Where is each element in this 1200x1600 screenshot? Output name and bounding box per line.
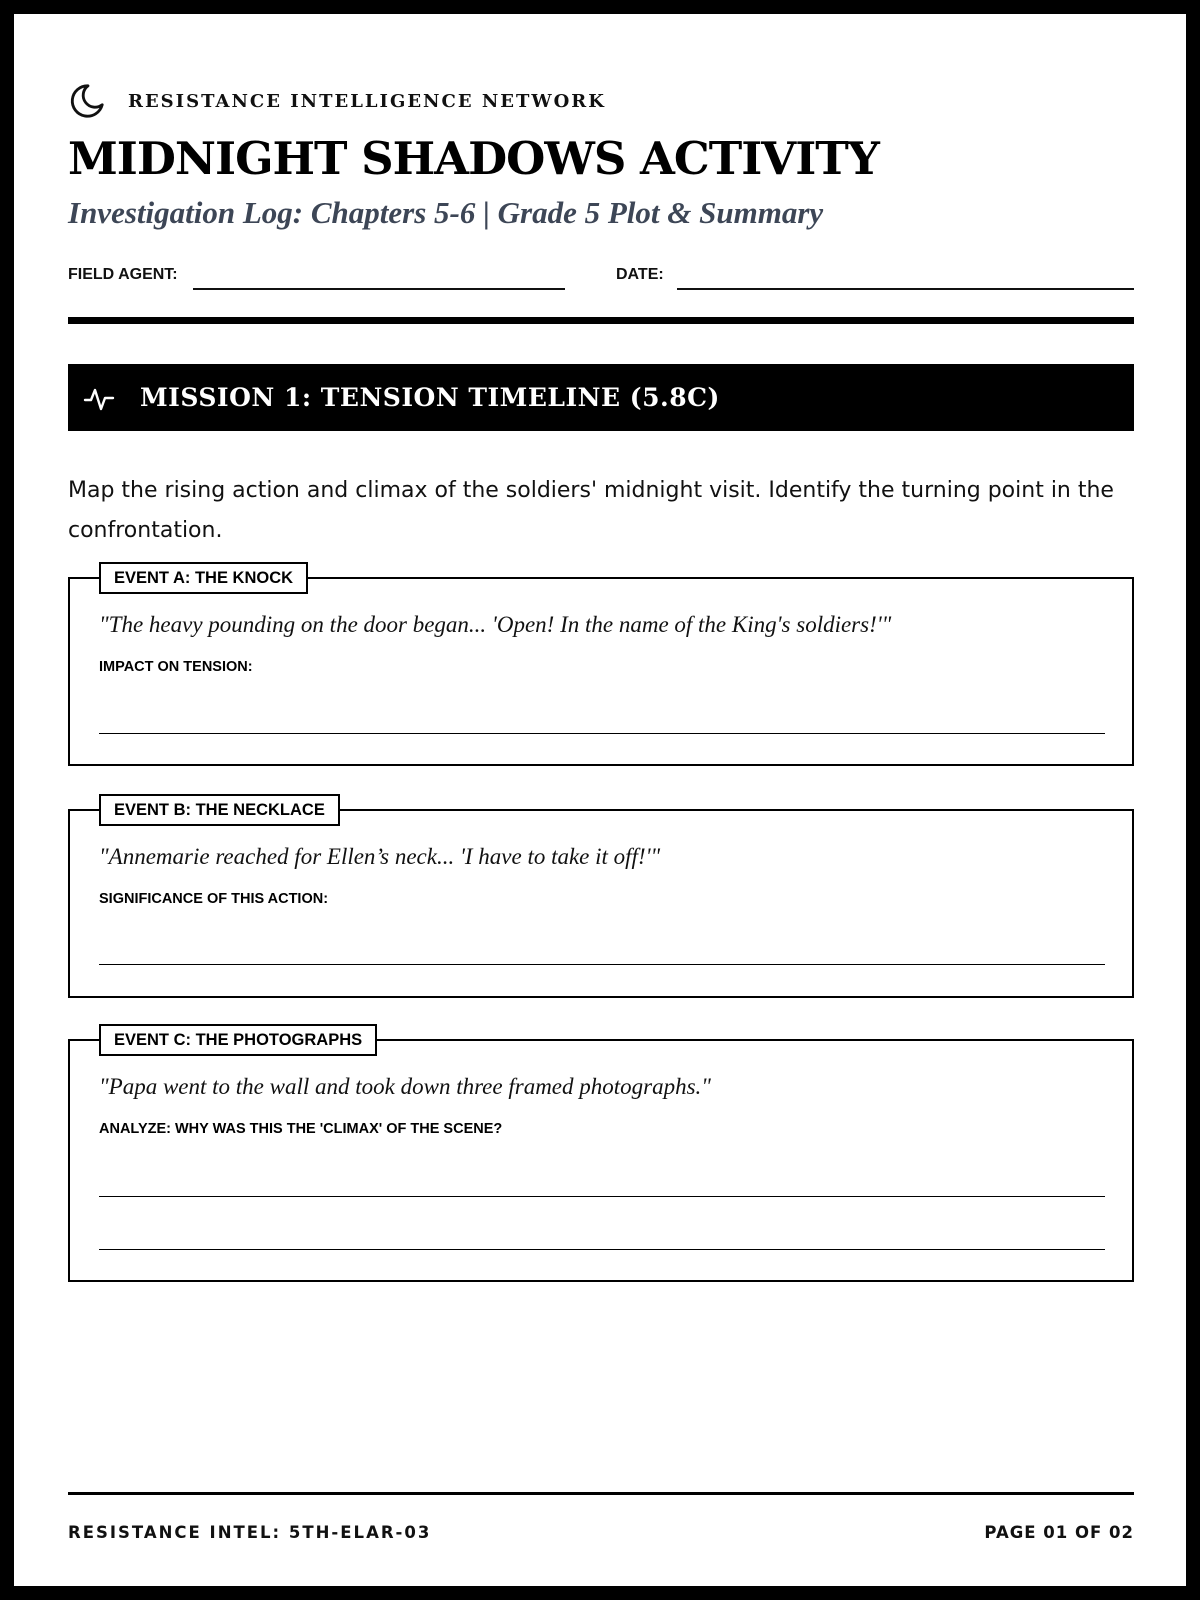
activity-pulse-icon — [68, 381, 116, 415]
crescent-moon-icon — [68, 82, 106, 120]
page-number: PAGE 01 OF 02 — [984, 1523, 1134, 1542]
event-card-a — [68, 569, 1134, 766]
page-subtitle: Investigation Log: Chapters 5-6 | Grade 5 Plot & Summary — [68, 195, 824, 230]
mission-header — [68, 364, 1134, 431]
event-prompt: ANALYZE: WHY WAS THIS THE 'CLIMAX' OF THE SCENE? — [99, 1121, 503, 1137]
page-title: MIDNIGHT SHADOWS ACTIVITY — [68, 132, 879, 185]
date-label: DATE: — [616, 266, 664, 283]
event-quote: "Papa went to the wall and took down three framed photographs." — [99, 1074, 711, 1099]
event-tag: EVENT A: THE KNOCK — [99, 562, 308, 594]
mission-instructions: Map the rising action and climax of the soldiers' midnight visit. Identify the turning point in the confrontation. — [68, 478, 1114, 543]
answer-line[interactable] — [99, 1249, 1105, 1250]
worksheet-page — [14, 14, 1186, 1586]
answer-line[interactable] — [99, 733, 1105, 734]
organization-name: RESISTANCE INTELLIGENCE NETWORK — [128, 90, 606, 112]
answer-line[interactable] — [99, 964, 1105, 965]
field-agent-label: FIELD AGENT: — [68, 266, 178, 283]
mission-title: MISSION 1: TENSION TIMELINE (5.8C) — [140, 383, 720, 412]
event-card-c — [68, 1031, 1134, 1282]
date-input[interactable] — [677, 288, 1134, 290]
answer-line[interactable] — [99, 1196, 1105, 1197]
event-prompt: SIGNIFICANCE OF THIS ACTION: — [99, 891, 329, 907]
event-card-b — [68, 801, 1134, 998]
event-tag: EVENT B: THE NECKLACE — [99, 794, 340, 826]
event-prompt: IMPACT ON TENSION: — [99, 659, 253, 675]
event-quote: "The heavy pounding on the door began... 'Open! In the name of the King's soldiers!'" — [99, 612, 892, 637]
event-quote: "Annemarie reached for Ellen’s neck... 'I have to take it off!'" — [99, 844, 661, 869]
brand-header — [68, 82, 606, 120]
footer-code: RESISTANCE INTEL: 5TH-ELAR-03 — [68, 1523, 432, 1542]
field-agent-input[interactable] — [193, 288, 565, 290]
event-tag: EVENT C: THE PHOTOGRAPHS — [99, 1024, 377, 1056]
footer-divider — [68, 1492, 1134, 1495]
header-divider — [68, 317, 1134, 324]
